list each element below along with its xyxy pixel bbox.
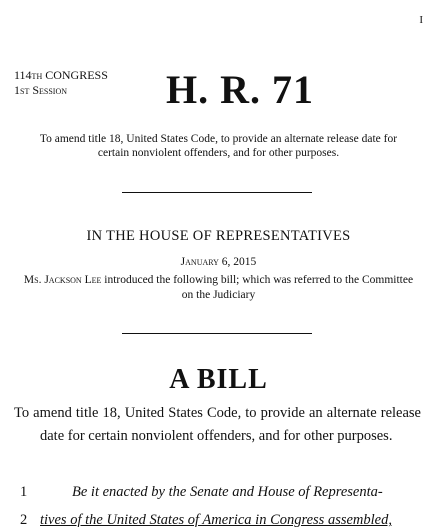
referral-text: introduced the following bill; which was referred to the Committee on the Judiciary bbox=[101, 274, 414, 301]
congress-number: 114th CONGRESS bbox=[14, 68, 108, 82]
session-number: 1st Session bbox=[14, 83, 68, 97]
enacting-clause-line: Be it enacted by the Senate and House of Representa- bbox=[72, 484, 383, 500]
long-title: To amend title 18, United States Code, to provide an alternate release date for certain nonviolent offenders, and for other purposes. bbox=[14, 405, 421, 444]
congress-session bbox=[14, 68, 108, 98]
introduction-date: January 6, 2015 bbox=[180, 256, 257, 268]
page-number: I bbox=[419, 14, 423, 26]
bill-number: H. R. 71 bbox=[166, 67, 314, 112]
chamber-heading: IN THE HOUSE OF REPRESENTATIVES bbox=[86, 228, 351, 244]
divider-bottom bbox=[122, 333, 312, 334]
short-purpose: To amend title 18, United States Code, to provide an alternate release date for certain nonviolent offenders, and for other purposes. bbox=[39, 133, 398, 159]
introduction-statement bbox=[22, 273, 415, 302]
enacting-clause-line: tives of the United States of America in Congress assembled, bbox=[40, 512, 392, 528]
sponsor-name: Ms. Jackson Lee bbox=[23, 274, 102, 286]
bill-heading: A BILL bbox=[169, 364, 268, 395]
line-number: 1 bbox=[20, 484, 28, 500]
line-number: 2 bbox=[20, 512, 28, 528]
divider-top bbox=[122, 192, 312, 193]
